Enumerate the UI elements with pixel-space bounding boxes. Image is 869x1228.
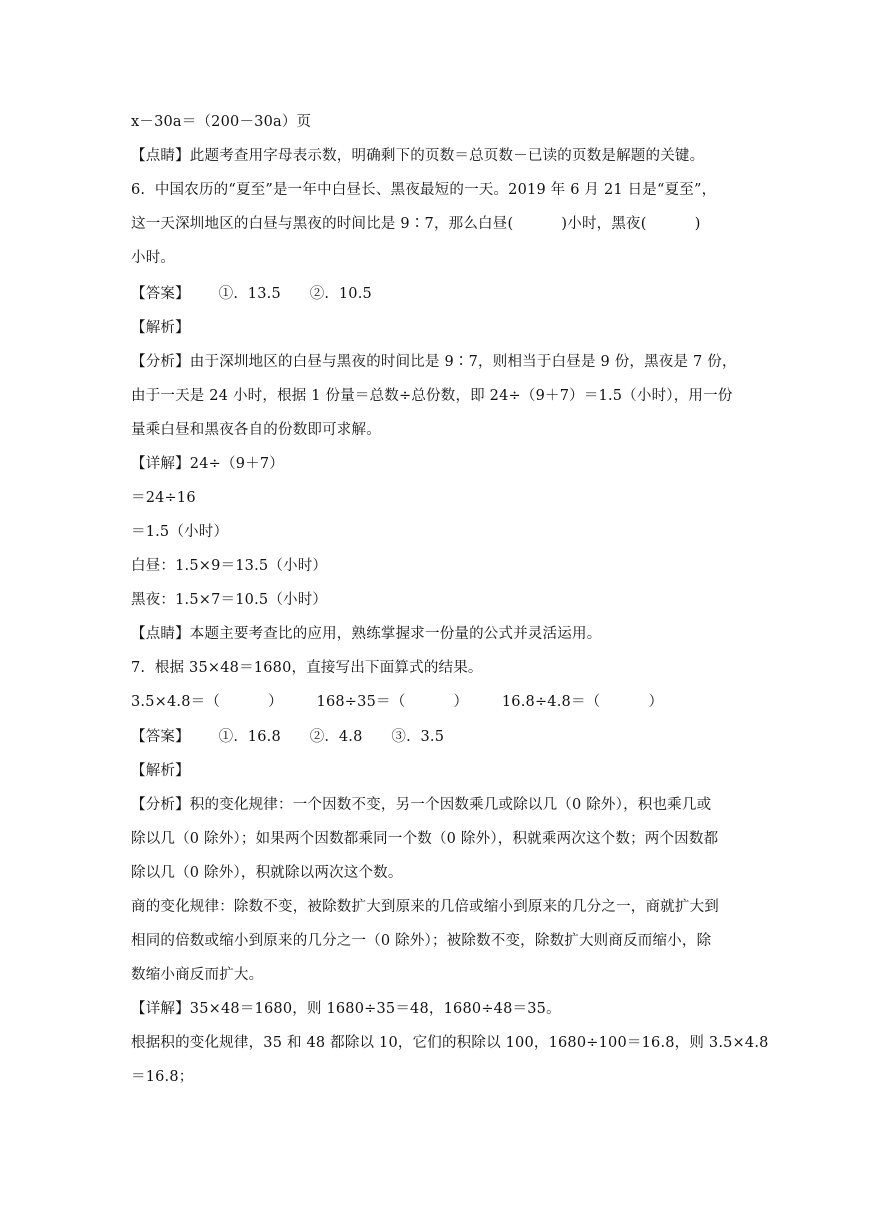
text-line: 【点睛】此题考查用字母表示数，明确剩下的页数＝总页数－已读的页数是解题的关键。 bbox=[131, 148, 705, 164]
text-line: 白昼：1.5×9＝13.5（小时） bbox=[131, 558, 328, 574]
analysis-heading: 【解析】 bbox=[131, 763, 190, 779]
analysis-heading: 【解析】 bbox=[131, 320, 190, 336]
text-line: 相同的倍数或缩小到原来的几分之一（0 除外）；被除数不变，除数扩大则商反而缩小，除 bbox=[131, 933, 712, 949]
answer-line: 【答案】 ①. 13.5 ②. 10.5 bbox=[131, 286, 372, 302]
text-line: 除以几（0 除外），积就除以两次这个数。 bbox=[131, 865, 403, 881]
text-line: 量乘白昼和黑夜各自的份数即可求解。 bbox=[131, 422, 381, 438]
text-line: ＝1.5（小时） bbox=[131, 524, 229, 540]
question-7-line: 7. 根据 35×48＝1680，直接写出下面算式的结果。 bbox=[131, 660, 483, 676]
text-line: 数缩小商反而扩大。 bbox=[131, 967, 264, 983]
text-line: 根据积的变化规律，35 和 48 都除以 10，它们的积除以 100，1680÷100＝16.8，则 3.5×4.8 bbox=[131, 1035, 769, 1051]
text-line: ＝24÷16 bbox=[131, 490, 196, 506]
text-line: 【点睛】本题主要考查比的应用，熟练掌握求一份量的公式并灵活运用。 bbox=[131, 626, 602, 642]
text-line: 由于一天是 24 小时，根据 1 份量＝总数÷总份数，即 24÷（9＋7）＝1.5（小时），用一份 bbox=[131, 388, 733, 404]
text-line: 3.5×4.8＝（ ） 168÷35＝（ ） 16.8÷4.8＝（ ） bbox=[131, 694, 664, 710]
text-line: 【分析】积的变化规律：一个因数不变，另一个因数乘几或除以几（0 除外），积也乘几或 bbox=[131, 797, 712, 813]
text-line: 【详解】24÷（9＋7） bbox=[131, 456, 284, 472]
text-line: 【详解】35×48＝1680，则 1680÷35＝48，1680÷48＝35。 bbox=[131, 1001, 561, 1017]
text-line: 【分析】由于深圳地区的白昼与黑夜的时间比是 9∶7，则相当于白昼是 9 份，黑夜是 7 份， bbox=[131, 354, 737, 370]
question-6-line: 6. 中国农历的“夏至”是一年中白昼长、黑夜最短的一天。2019 年 6 月 21 日是“夏至”， bbox=[131, 182, 717, 198]
text-line: 这一天深圳地区的白昼与黑夜的时间比是 9∶7，那么白昼( )小时，黑夜( ) bbox=[131, 216, 701, 232]
text-line: 黑夜：1.5×7＝10.5（小时） bbox=[131, 592, 328, 608]
text-line: 除以几（0 除外）；如果两个因数都乘同一个数（0 除外），积就乘两次这个数；两个因数都 bbox=[131, 831, 719, 847]
text-line: 小时。 bbox=[131, 250, 176, 266]
answer-line: 【答案】 ①. 16.8 ②. 4.8 ③. 3.5 bbox=[131, 729, 445, 745]
text-line: ＝16.8； bbox=[131, 1069, 194, 1085]
text-line: 商的变化规律：除数不变，被除数扩大到原来的几倍或缩小到原来的几分之一，商就扩大到 bbox=[131, 899, 719, 915]
text-line: x－30a＝（200－30a）页 bbox=[131, 114, 312, 130]
